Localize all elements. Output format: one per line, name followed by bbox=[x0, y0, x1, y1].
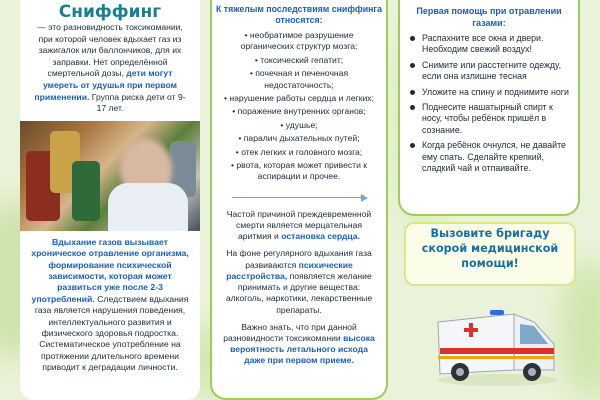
call-ambulance-callout: Вызовите бригаду скорой медицинской помощи! bbox=[404, 222, 576, 286]
list-item: Распахните все окна и двери. Необходим свежий воздух! bbox=[408, 33, 572, 56]
right-panel bbox=[398, 0, 580, 216]
middle-panel bbox=[210, 0, 388, 400]
lower-body: Следствием вдыхания газа является нарушения поведения, интеллектуального развития и физического здоровья подростка. Систематическое употребление на протяжении длительного времени приводит к деградации личности. bbox=[34, 293, 189, 373]
list-item: • нарушение работы сердца и легких; bbox=[224, 93, 374, 104]
ambulance-illustration bbox=[430, 292, 562, 388]
para2-text-a: На фоне регулярного вдыхания газа развиваются bbox=[226, 248, 372, 270]
list-item: • удушье; bbox=[280, 119, 318, 130]
para1-bold: остановка сердца. bbox=[281, 231, 360, 242]
list-item: Когда ребёнок очнулся, не давайте ему спать. Сделайте крепкий, сладкий чай и отпаивайте. bbox=[408, 140, 572, 174]
para3-text: Важно знать, что при данной разновидности токсикомании bbox=[223, 321, 357, 343]
list-item: Поднесите нашатырный спирт к носу, чтобы ребёнок пришёл в сознание. bbox=[408, 102, 572, 136]
paragraph-disorders bbox=[212, 248, 386, 315]
first-aid-heading: Первая помощь при отравлении газами: bbox=[416, 6, 562, 28]
list-item: • рвота, которая может привести к аспирации и прочее. bbox=[230, 160, 368, 182]
page-title: Сниффинг bbox=[58, 2, 162, 22]
para1-text: Частой причиной преждевременной смерти является мерцательная аритмия и bbox=[226, 208, 372, 242]
intro-text bbox=[20, 22, 200, 115]
para3-bold: высока вероятность летального исхода даже при первом приеме. bbox=[230, 332, 375, 366]
para2-bold: психические расстройства, bbox=[226, 259, 353, 281]
list-item: • необратимое разрушение органических структур мозга; bbox=[240, 30, 358, 52]
lower-text bbox=[20, 231, 200, 374]
list-item: • почечная и печеночная недостаточность; bbox=[249, 68, 349, 90]
child-with-gas-cans-photo bbox=[20, 121, 200, 231]
para2-text-c: появляется желание принимать и другие вещества: алкоголь, наркотики, лекарственные препараты. bbox=[225, 270, 373, 315]
list-item: Снимите или расстегните одежду, если она излишне тесная bbox=[408, 60, 572, 83]
left-panel bbox=[20, 0, 200, 400]
consequences-list bbox=[212, 26, 386, 183]
consequences-heading: К тяжелым последствиям сниффинга относятся: bbox=[215, 4, 382, 25]
paragraph-lethal bbox=[212, 322, 386, 367]
first-aid-list bbox=[400, 29, 578, 174]
list-item: • поражение внутренних органов; bbox=[232, 106, 366, 117]
list-item: • токсический гепатит; bbox=[254, 54, 344, 65]
lower-bold: Вдыхание газов вызывает хроническое отравление организма, формирование психической зависимости, которая может развиться уже после 2-3 употреблений. bbox=[31, 236, 189, 304]
intro-text-1: — это разновидность токсикомании, при которой человек вдыхает газ из зажигалок или баллончиков, для их заправки. Нет определённой смертельной дозы, bbox=[37, 22, 183, 79]
intro-bold: дети могут умереть от удушья при первом применении. bbox=[34, 68, 177, 102]
list-item: • паралич дыхательных путей; bbox=[238, 133, 360, 144]
arrow-right-icon bbox=[232, 193, 372, 203]
paragraph-death bbox=[212, 209, 386, 243]
list-item: Уложите на спину и поднимите ноги bbox=[408, 87, 572, 98]
list-item: • отек легких и головного мозга; bbox=[235, 146, 363, 157]
intro-text-2: Группа риска дети от 9-17 лет. bbox=[91, 91, 186, 114]
